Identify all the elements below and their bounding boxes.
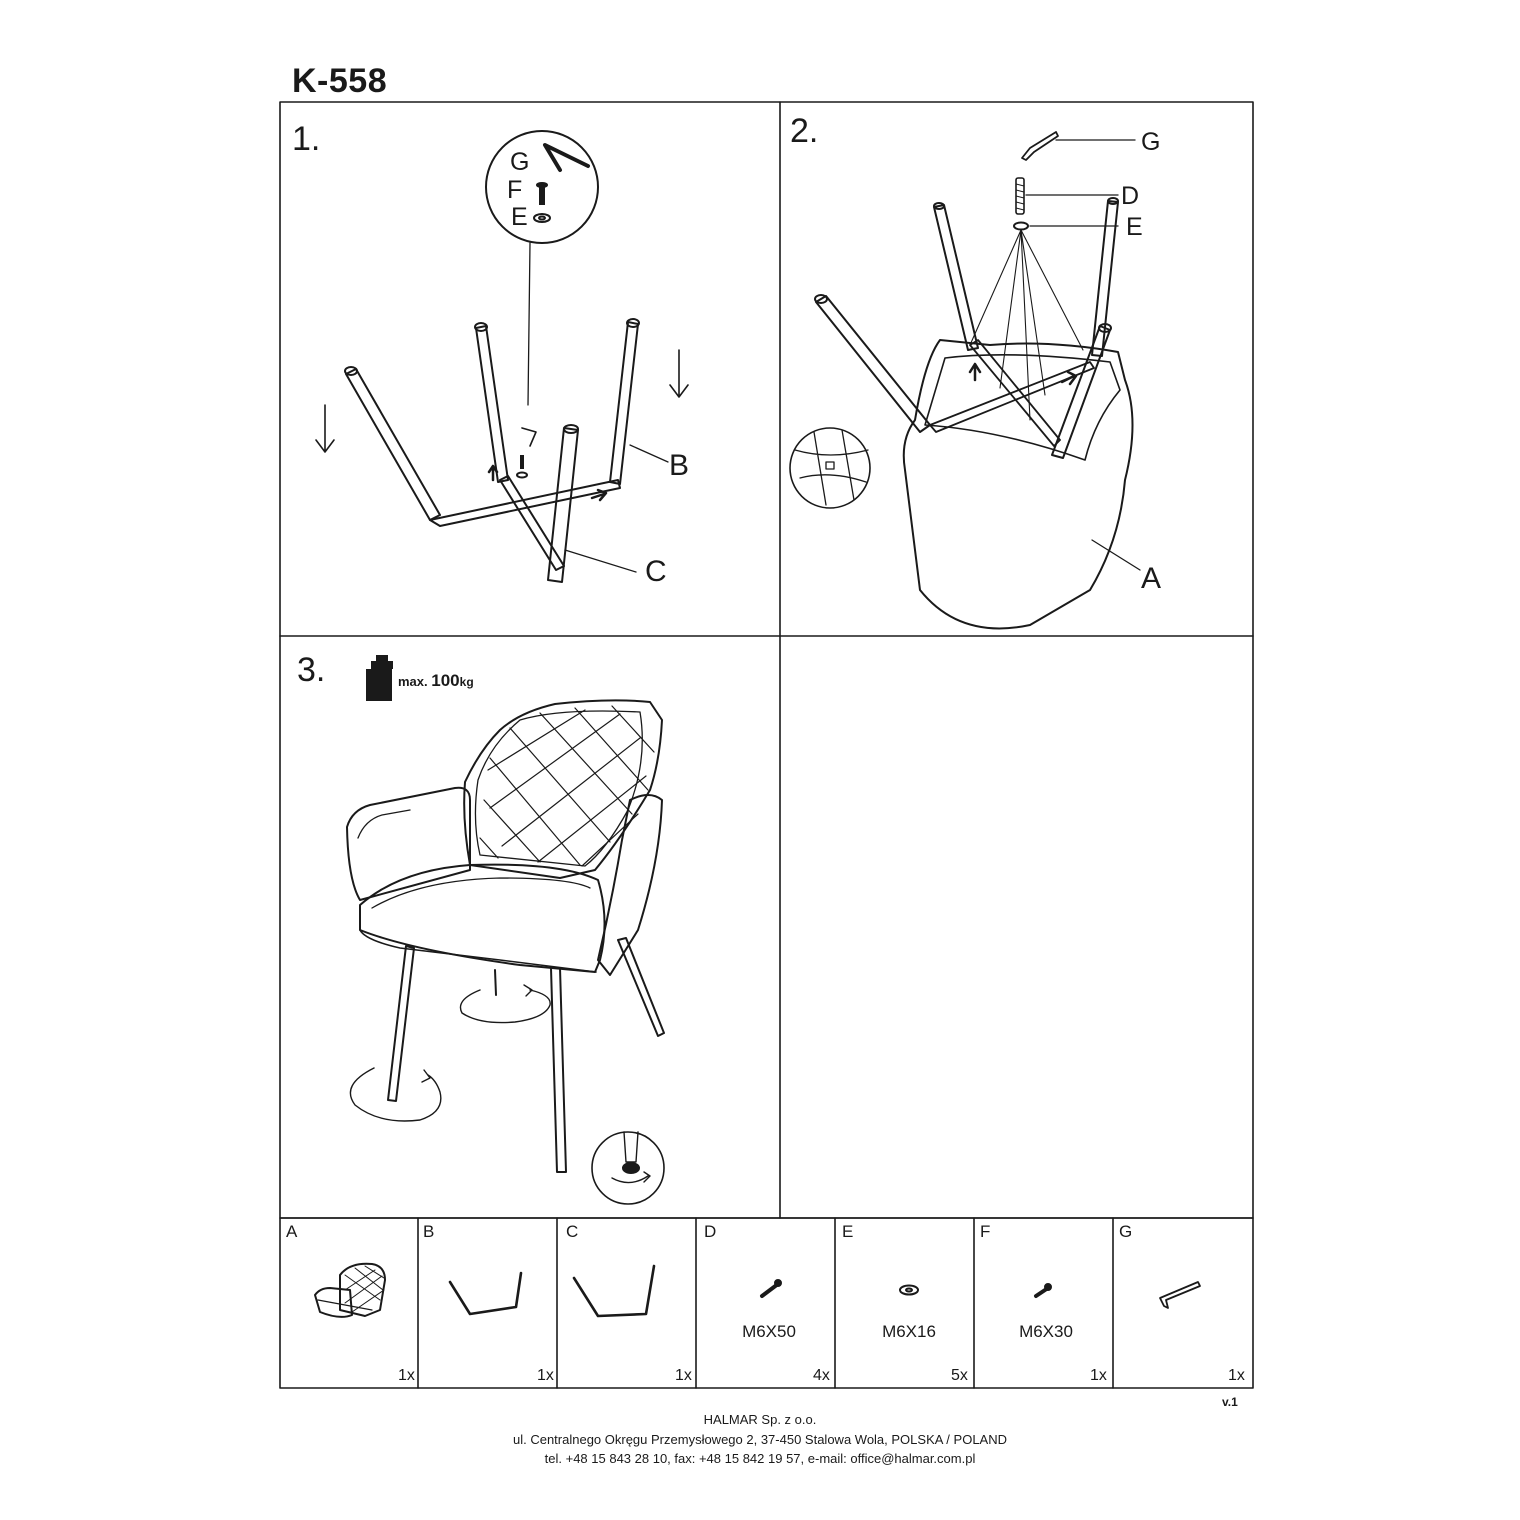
step1-label-f: F	[507, 176, 523, 204]
max-load-value: 100	[431, 671, 460, 690]
part-c-letter: C	[566, 1222, 579, 1241]
arrow-right-icon	[592, 490, 606, 500]
max-load-unit: kg	[459, 675, 474, 689]
step1-label-g: G	[510, 148, 530, 176]
step1-drawing	[316, 131, 688, 582]
washer-e-icon	[1014, 223, 1028, 230]
washer-icon	[900, 1286, 918, 1295]
rotate-icon	[460, 990, 550, 1023]
step2-label-a: A	[1141, 562, 1162, 595]
page-title: K-558	[292, 62, 388, 100]
max-load-label	[398, 671, 474, 691]
footer-contact: tel. +48 15 843 28 10, fax: +48 15 842 19 57, e-mail: office@halmar.com.pl	[544, 1451, 976, 1466]
leg-3	[816, 296, 930, 432]
part-e-spec: M6X16	[882, 1322, 936, 1341]
part-d-spec: M6X50	[742, 1322, 796, 1341]
chair-seat-icon	[315, 1264, 385, 1317]
step2-label-g: G	[1141, 128, 1161, 156]
step-3-number: 3.	[297, 651, 326, 689]
leg-back-left	[476, 326, 508, 482]
leg-1	[934, 205, 978, 350]
step-2-number: 2.	[790, 112, 819, 150]
part-g-letter: G	[1119, 1222, 1133, 1241]
down-arrow-left-icon	[316, 405, 334, 452]
footer-company: HALMAR Sp. z o.o.	[703, 1412, 817, 1427]
rotate-icon	[350, 1068, 440, 1121]
panel-grid	[280, 102, 1253, 1388]
part-f-letter: F	[980, 1222, 991, 1241]
step2-label-e: E	[1126, 213, 1143, 241]
part-g-qty: 1x	[1228, 1367, 1245, 1384]
step2-drawing	[790, 132, 1140, 628]
down-arrow-right-icon	[670, 350, 688, 397]
step1-label-e: E	[511, 203, 528, 231]
version-label: v.1	[1222, 1395, 1238, 1409]
allen-key-icon	[1160, 1282, 1200, 1308]
leg-back-right	[610, 322, 638, 484]
part-b-letter: B	[423, 1222, 435, 1241]
part-f-qty: 1x	[1090, 1367, 1107, 1384]
part-d-qty: 4x	[813, 1367, 830, 1384]
part-a-qty: 1x	[398, 1367, 415, 1384]
leg-frame-c-icon	[574, 1266, 654, 1316]
allen-key-g-icon	[1022, 132, 1058, 160]
part-a-letter: A	[286, 1222, 298, 1241]
step1-label-c: C	[645, 555, 667, 588]
part-e-qty: 5x	[951, 1367, 968, 1384]
leg-frame-b-icon	[450, 1273, 521, 1314]
part-b-qty: 1x	[537, 1367, 554, 1384]
step3-drawing	[347, 655, 664, 1204]
washer-e-icon	[534, 214, 550, 222]
part-d-letter: D	[704, 1222, 717, 1241]
leg-front-left	[346, 369, 440, 520]
detail-zoom-circle	[790, 428, 870, 508]
footer-address: ul. Centralnego Okręgu Przemysłowego 2, 37-450 Stalowa Wola, POLSKA / POLAND	[512, 1432, 1007, 1447]
step-1-number: 1.	[292, 120, 321, 158]
part-e-letter: E	[842, 1222, 854, 1241]
parts-icons	[315, 1264, 1200, 1317]
leg-front-right	[548, 428, 578, 582]
part-f-spec: M6X30	[1019, 1322, 1073, 1341]
step1-label-b: B	[669, 449, 690, 482]
armchair-assembled-icon	[347, 700, 664, 1172]
step2-label-d: D	[1121, 182, 1140, 210]
part-c-qty: 1x	[675, 1367, 692, 1384]
max-load-prefix: max.	[398, 674, 428, 689]
weight-icon	[366, 655, 393, 701]
